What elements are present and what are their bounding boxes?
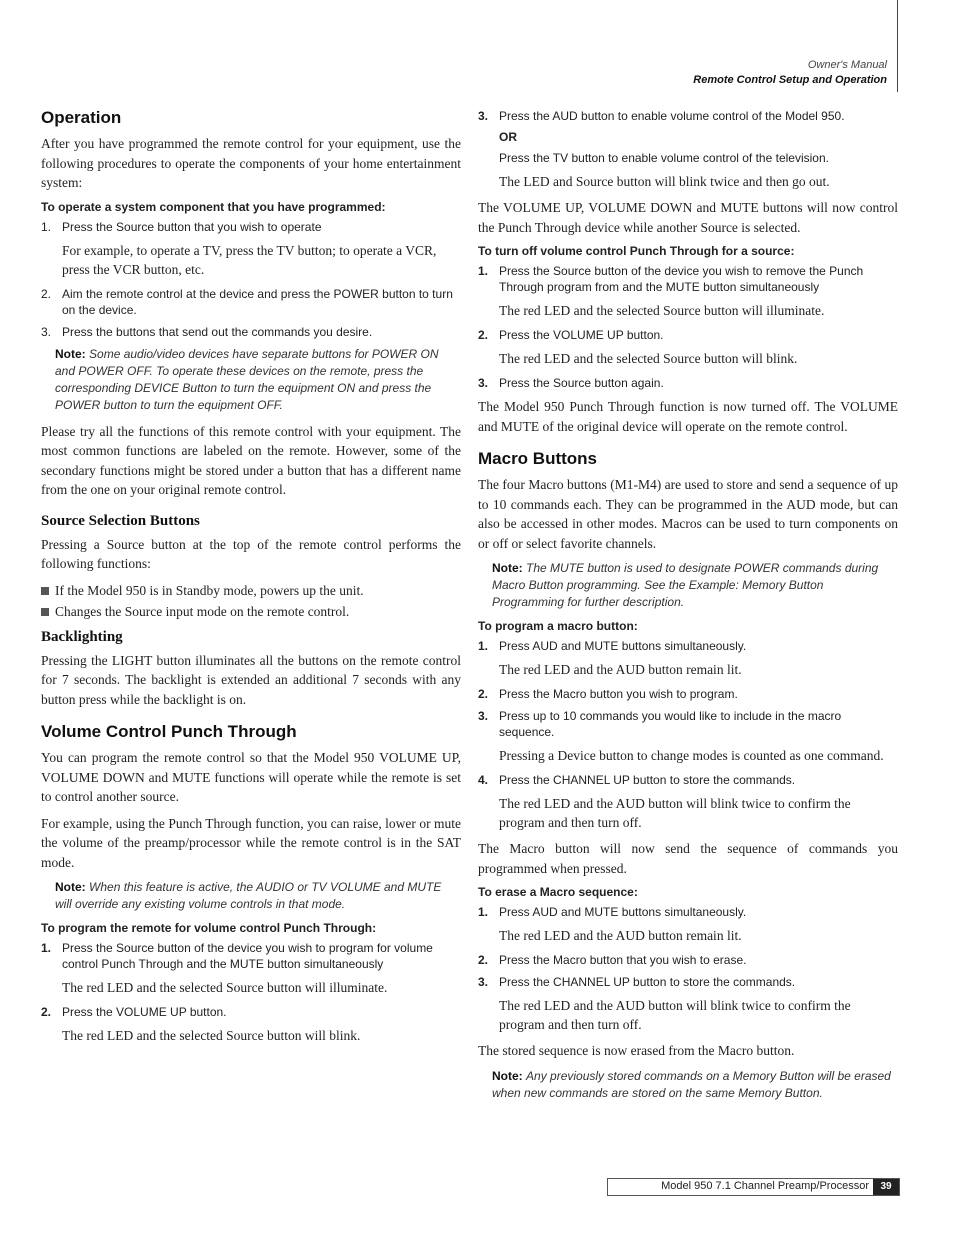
erase-step-detail: The red LED and the AUD button remain lit.: [499, 928, 742, 943]
try-functions-paragraph: Please try all the functions of this remote control with your equipment. The most common functions are labeled on the remote. However, some of the secondary functions might be stored under a button that has a different name from the one on your original remote control.: [41, 423, 461, 497]
after-punch-paragraph: The VOLUME UP, VOLUME DOWN and MUTE buttons will now control the Punch Through device while another Source is selected.: [478, 200, 898, 235]
list-item: If the Model 950 is in Standby mode, powers up the unit.: [41, 581, 461, 600]
macro-step: 4. Press the CHANNEL UP button to store the commands.: [478, 773, 796, 787]
vcpt-subheading: To program the remote for volume control Punch Through:: [41, 921, 377, 935]
macro-step-detail: Pressing a Device button to change modes is counted as one command.: [499, 748, 884, 763]
note-mute-power: Note: The MUTE button is used to designate POWER commands during Macro Button programming. See the Example: Memory Button Programming for further description.: [492, 561, 879, 609]
list-item: Changes the Source input mode on the remote control.: [41, 602, 461, 621]
operate-subheading: To operate a system component that you have programmed:: [41, 199, 386, 214]
note-power: Note: Some audio/video devices have separate buttons for POWER ON and POWER OFF. To operate these devices on the remote, press the corresponding DEVICE Button to turn the equipment ON and press the POWER button to turn the equipment OFF.: [55, 346, 439, 412]
footer-title: Model 950 7.1 Channel Preamp/Processor: [661, 1180, 869, 1192]
volume-punch-through-heading: Volume Control Punch Through: [41, 722, 297, 741]
program-macro-paragraph: The Macro button will now send the sequence of commands you programmed when pressed.: [478, 841, 898, 876]
macro-step: 2. Press the Macro button you wish to program.: [478, 687, 738, 701]
operation-heading: Operation: [41, 108, 122, 127]
macro-step-detail: The red LED and the AUD button will blink twice to confirm the program and then turn off.: [499, 796, 851, 830]
erase-step: 2. Press the Macro button that you wish to erase.: [478, 953, 747, 967]
note-memory-button: Note: Any previously stored commands on a Memory Button will be erased when new commands are stored on the same Memory Button.: [492, 1068, 891, 1100]
running-header: [693, 58, 887, 88]
vcpt-step-detail: The red LED and the selected Source button will blink.: [62, 1028, 361, 1043]
macro-step: 1. Press AUD and MUTE buttons simultaneously.: [478, 639, 747, 653]
erase-step: 3. Press the CHANNEL UP button to store the commands.: [478, 975, 796, 989]
operate-step: 1. Press the Source button that you wish to operate: [41, 219, 322, 234]
macro-paragraph: The four Macro buttons (M1-M4) are used to store and send a sequence of up to 10 commands each. They can be programmed in the AUD mode, but can also be accessed in other modes. Macros can be used to turn components on or off or select favorite channels.: [478, 477, 898, 551]
square-bullet-icon: [41, 587, 49, 595]
operate-step: 3. Press the buttons that send out the commands you desire.: [41, 324, 373, 339]
operate-step-detail: For example, to operate a TV, press the TV button; to operate a VCR, press the VCR button, etc.: [62, 242, 437, 277]
square-bullet-icon: [41, 608, 49, 616]
header-rule: [897, 0, 898, 92]
backlighting-heading: Backlighting: [41, 628, 123, 645]
tv-alternative: Press the TV button to enable volume control of the television.: [499, 151, 829, 165]
vcpt-paragraph-1: You can program the remote control so that the Model 950 VOLUME UP, VOLUME DOWN and MUTE functions will operate while the remote is set to control another source.: [41, 750, 461, 804]
operate-step: 2. Aim the remote control at the device and press the POWER button to turn on the device.: [41, 286, 453, 317]
header-section: Remote Control Setup and Operation: [693, 74, 887, 86]
header-manual: Owner's Manual: [807, 59, 887, 71]
program-macro-subheading: To program a macro button:: [478, 619, 638, 633]
vcpt-step: 1. Press the Source button of the device you wish to program for volume control Punch Through and the MUTE button simultaneously: [41, 941, 433, 971]
backlighting-paragraph: Pressing the LIGHT button illuminates all the buttons on the remote control for 7 seconds. The backlight is extended an additional 7 seconds with any button press while the backlight is on.: [41, 652, 461, 707]
erase-macro-subheading: To erase a Macro sequence:: [478, 885, 638, 899]
macro-step-detail: The red LED and the AUD button remain lit.: [499, 662, 742, 677]
off-step-detail: The red LED and the selected Source button will blink.: [499, 351, 798, 366]
off-step: 1. Press the Source button of the device you wish to remove the Punch Through program from and the MUTE button simultaneously: [478, 264, 864, 294]
vcpt-step-detail: The LED and Source button will blink twice and then go out.: [499, 174, 830, 189]
operation-intro: After you have programmed the remote control for your equipment, use the following procedures to operate the components of your home entertainment system:: [41, 136, 461, 190]
footer-bar: [607, 1178, 900, 1196]
vcpt-step: 2. Press the VOLUME UP button.: [41, 1005, 227, 1019]
erase-step-detail: The red LED and the AUD button will blink twice to confirm the program and then turn off.: [499, 998, 851, 1032]
source-selection-heading: Source Selection Buttons: [41, 512, 200, 529]
left-column: [41, 108, 461, 1052]
note-override: Note: When this feature is active, the AUDIO or TV VOLUME and MUTE will override any existing volume controls in that mode.: [55, 880, 442, 911]
off-step-detail: The red LED and the selected Source button will illuminate.: [499, 303, 825, 318]
off-paragraph: The Model 950 Punch Through function is now turned off. The VOLUME and MUTE of the original device will operate on the remote control.: [478, 399, 898, 434]
macro-buttons-heading: Macro Buttons: [478, 449, 597, 468]
vcpt-step: 3. Press the AUD button to enable volume control of the Model 950.: [478, 109, 845, 123]
page-number: 39: [873, 1179, 899, 1195]
off-step: 2. Press the VOLUME UP button.: [478, 328, 664, 342]
vcpt-paragraph-2: For example, using the Punch Through function, you can raise, lower or mute the volume of the preamp/processor while the remote control is in the SAT mode.: [41, 815, 461, 870]
or-label: OR: [499, 130, 517, 144]
right-column: [478, 108, 898, 1110]
off-step: 3. Press the Source button again.: [478, 376, 664, 390]
erase-step: 1. Press AUD and MUTE buttons simultaneously.: [478, 905, 747, 919]
macro-step: 3. Press up to 10 commands you would like to include in the macro sequence.: [478, 709, 842, 739]
turn-off-subheading: To turn off volume control Punch Through for a source:: [478, 244, 795, 258]
erase-paragraph: The stored sequence is now erased from the Macro button.: [478, 1043, 795, 1058]
vcpt-step-detail: The red LED and the selected Source button will illuminate.: [62, 980, 388, 995]
source-selection-paragraph: Pressing a Source button at the top of the remote control performs the following functions:: [41, 536, 461, 571]
